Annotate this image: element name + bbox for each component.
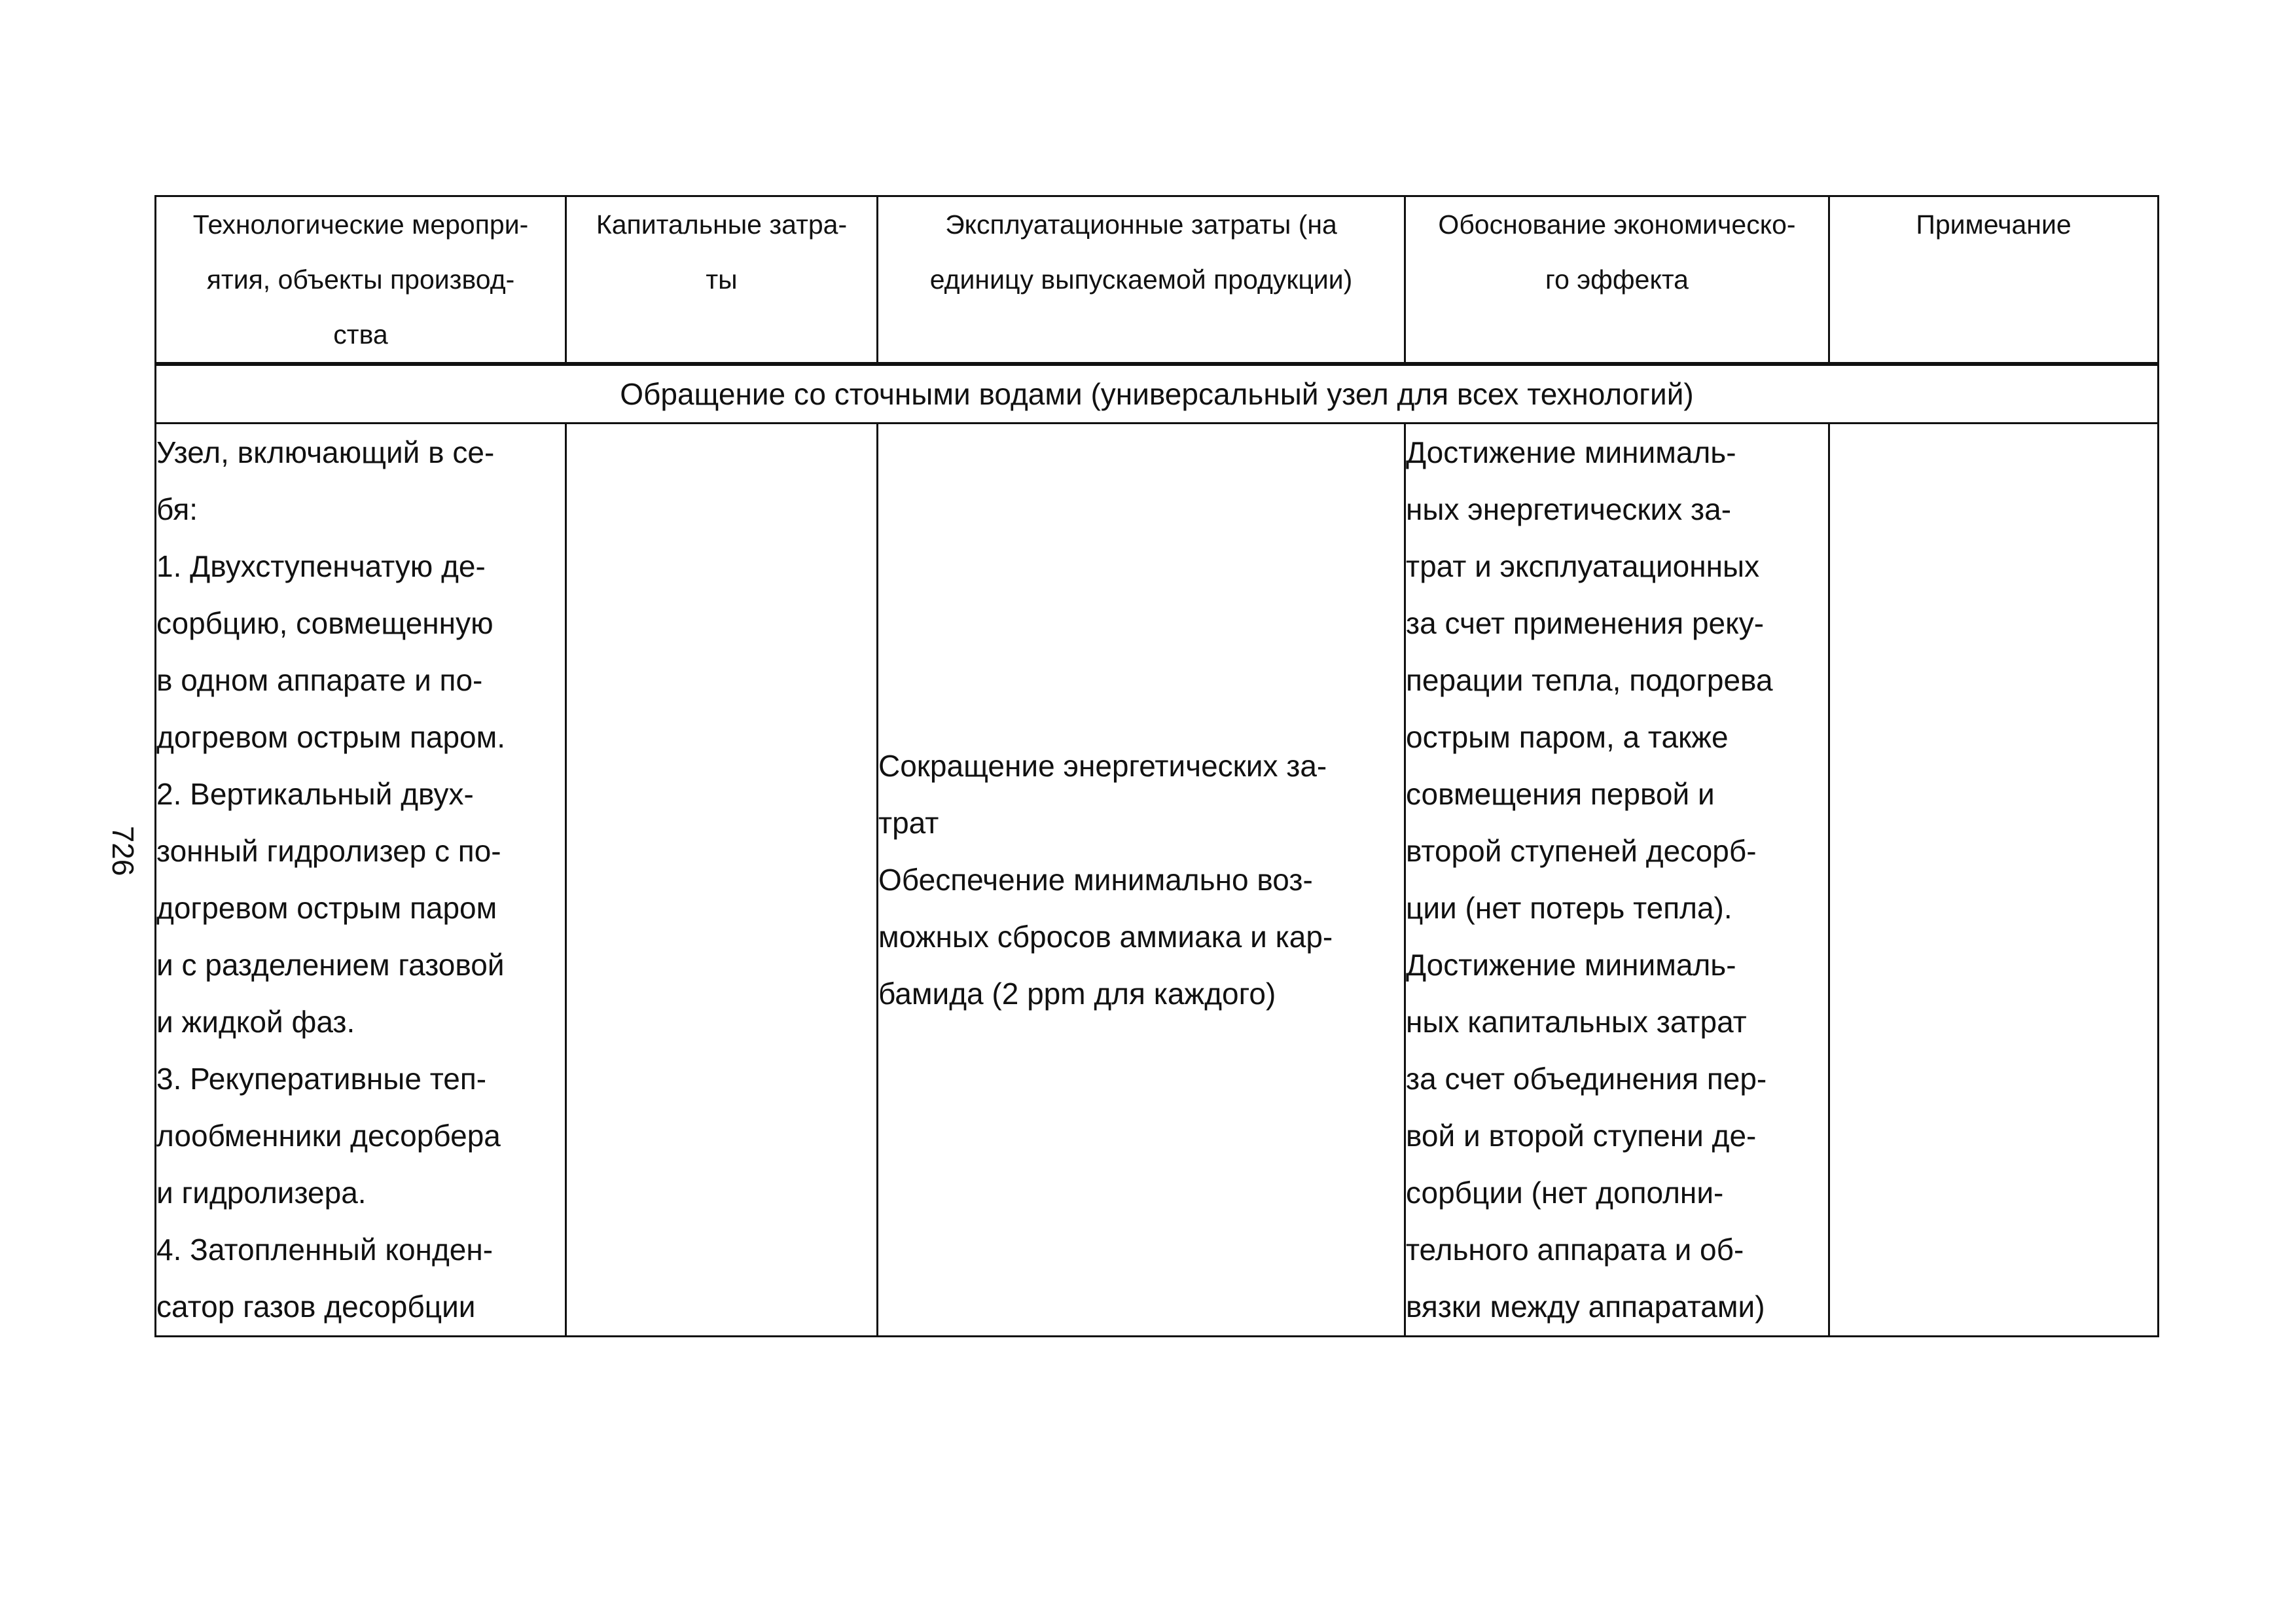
text-line: Достижение минималь- (1406, 948, 1736, 982)
cell-justification (1405, 424, 1829, 1337)
header-measures (156, 196, 566, 363)
text-line: тельного аппарата и об- (1406, 1233, 1744, 1267)
text-line: Технологические меропри- (192, 209, 529, 240)
text-line: 4. Затопленный конден- (156, 1233, 493, 1267)
text-line: Капитальные затра- (596, 209, 848, 240)
text-line: трат (878, 805, 939, 840)
text-line: Узел, включающий в се- (156, 435, 495, 469)
text-line: бя: (156, 492, 198, 526)
text-line: и жидкой фаз. (156, 1005, 355, 1039)
text-line: 2. Вертикальный двух- (156, 777, 474, 811)
text-line: Сокращение энергетических за- (878, 748, 1327, 783)
cell-capital-costs (566, 424, 878, 1337)
text-line: ства (333, 319, 388, 350)
text-line: трат и эксплуатационных (1406, 549, 1760, 583)
text-line: зонный гидролизер с по- (156, 834, 501, 868)
text-line: бамида (2 ppm для каждого) (878, 976, 1276, 1011)
text-line: ных энергетических за- (1406, 492, 1732, 526)
text-line: и гидролизера. (156, 1176, 367, 1210)
header-operating-costs (878, 196, 1405, 363)
text-line: ции (нет потерь тепла). (1406, 891, 1732, 925)
text-line: Обеспечение минимально воз- (878, 862, 1313, 897)
text-line: лообменники десорбера (156, 1119, 501, 1153)
text-line: можных сбросов аммиака и кар- (878, 919, 1333, 954)
text-line: сорбции (нет дополни- (1406, 1176, 1724, 1210)
text-line: Обоснование экономическо- (1438, 209, 1796, 240)
text-line: за счет применения реку- (1406, 606, 1765, 640)
text-line: Примечание (1916, 209, 2072, 240)
text-line: вой и второй ступени де- (1406, 1119, 1757, 1153)
text-line: догревом острым паром. (156, 720, 506, 754)
text-line: ятия, объекты производ- (206, 264, 515, 295)
text-line: догревом острым паром (156, 891, 497, 925)
cell-note (1829, 424, 2159, 1337)
text-line: за счет объединения пер- (1406, 1062, 1767, 1096)
section-title: Обращение со сточными водами (универсальный узел для всех технологий) (156, 365, 2159, 424)
text-line: сорбцию, совмещенную (156, 606, 493, 640)
text-line: в одном аппарате и по- (156, 663, 483, 697)
table-row (156, 424, 2159, 1337)
cell-measures (156, 424, 566, 1337)
text-line: и с разделением газовой (156, 948, 505, 982)
text-line: ты (706, 264, 738, 295)
cell-operating-costs (878, 424, 1405, 1337)
text-line: вязки между аппаратами) (1406, 1290, 1765, 1324)
header-capital-costs (566, 196, 878, 363)
text-line: сатор газов десорбции (156, 1290, 476, 1324)
text-line: перации тепла, подогрева (1406, 663, 1773, 697)
text-line: совмещения первой и (1406, 777, 1715, 811)
text-line: Эксплуатационные затраты (на (945, 209, 1337, 240)
section-row (156, 365, 2159, 424)
text-line: единицу выпускаемой продукции) (929, 264, 1353, 295)
text-line: второй ступеней десорб- (1406, 834, 1757, 868)
header-justification (1405, 196, 1829, 363)
table-header-row (156, 196, 2159, 363)
text-line: ных капитальных затрат (1406, 1005, 1747, 1039)
text-line: 1. Двухступенчатую де- (156, 549, 486, 583)
bat-table (154, 195, 2159, 1337)
text-line: острым паром, а также (1406, 720, 1729, 754)
header-note (1829, 196, 2159, 363)
text-line: Достижение минималь- (1406, 435, 1736, 469)
text-line: го эффекта (1545, 264, 1689, 295)
page-number: 726 (106, 825, 140, 876)
text-line: 3. Рекуперативные теп- (156, 1062, 487, 1096)
